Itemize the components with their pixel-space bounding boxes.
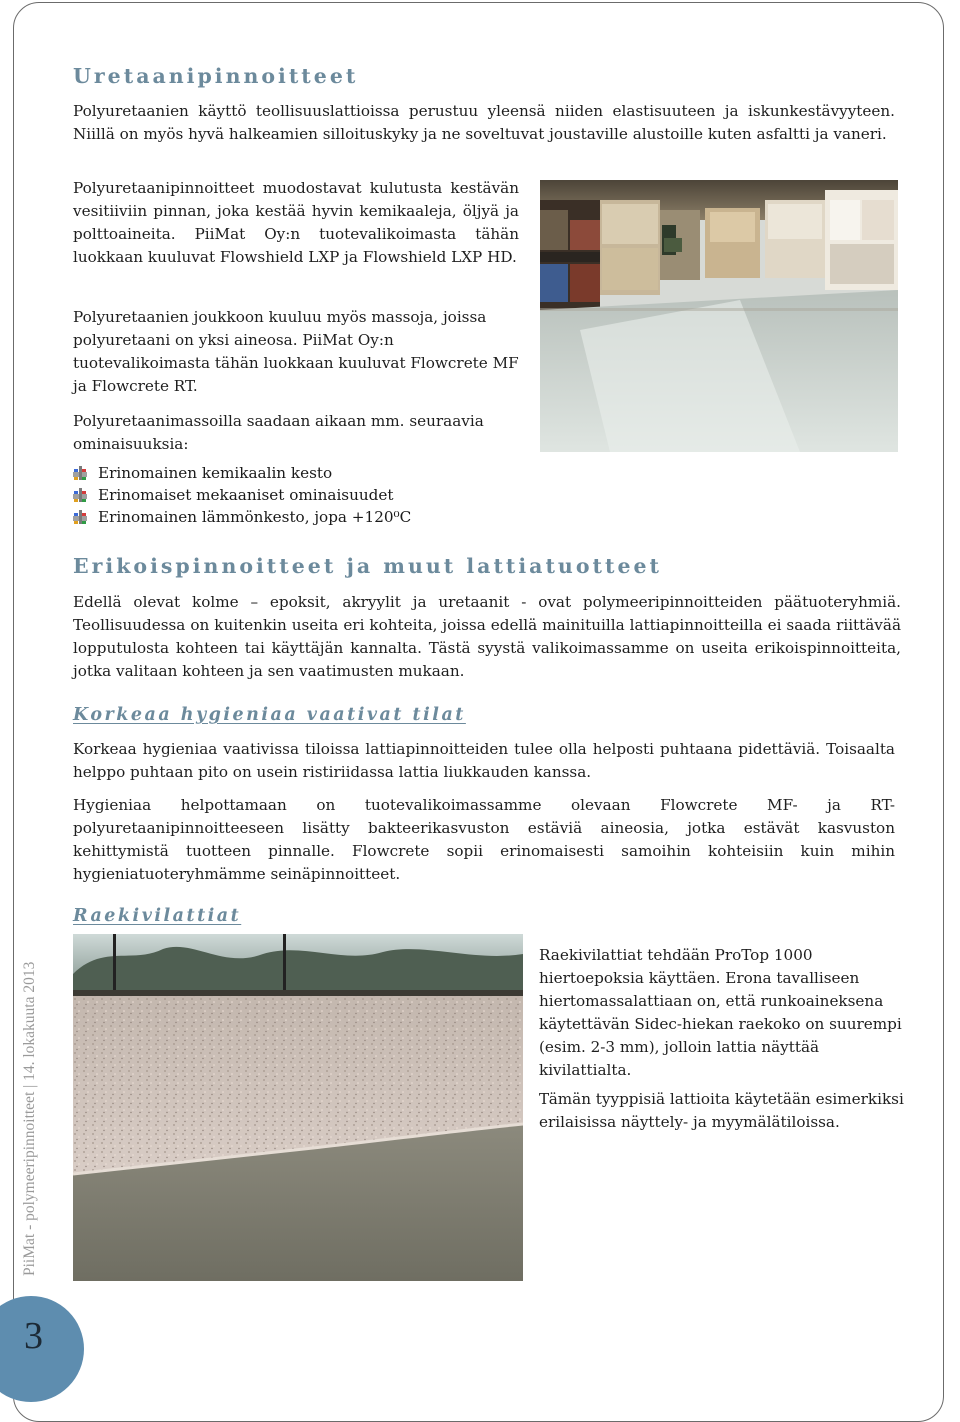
feature-item [73, 462, 411, 484]
section-heading-uretaani: Uretaanipinnoitteet [73, 64, 359, 88]
hygienia-paragraph-1: Korkeaa hygieniaa vaativissa tiloissa lattiapinnoitteiden tulee olla helposti puhtaana pidettäviä. Toisaalta helppo puhtaan pito on usein ristiriidassa lattia liukkauden kanssa. [73, 740, 895, 781]
erikois-paragraph: Edellä olevat kolme – epoksit, akryylit ja uretaanit - ovat polymeeripinnoitteiden päätuoteryhmiä. Teollisuudessa on kuitenkin useita eri kohteita, joissa edellä mainituilla lattiapinnoitteilla ei saada riittävää lopputulosta kohteen tai käyttäjän kannalta. Tästä syystä valikoimassamme on useita erikoispinnoitteita, jotka valitaan kohteen ja sen vaatimusten mukaan. [73, 593, 901, 680]
uretaani-intro: Polyuretaanien käyttö teollisuuslattioissa perustuu yleensä niiden elastisuuteen ja iskunkestävyyteen. Niillä on myös hyvä halkeamien silloituskyky ja ne soveltuvat joustaville alustoille kuten asfaltti ja vaneri. [73, 102, 895, 143]
uretaani-paragraph-2: Polyuretaanien joukkoon kuuluu myös massoja, joissa polyuretaani on yksi aineosa. PiiMat Oy:n tuotevalikoimasta tähän luokkaan kuuluvat Flowcrete MF ja Flowcrete RT. [73, 308, 519, 395]
raekivi-paragraph-1: Raekivilattiat tehdään ProTop 1000 hiertoepoksia käyttäen. Erona tavalliseen hiertomassalattiaan on, että runkoaineksena käytettävän Sidec-hiekan raekoko on suurempi (esim. 2-3 mm), jolloin lattia näyttää kivilattialta. [539, 946, 902, 1079]
page-number-badge: 3 [0, 1296, 84, 1402]
bullet-marker-icon [73, 466, 87, 480]
subheading-raekivi: Raekivilattiat [73, 906, 242, 926]
subheading-hygienia: Korkeaa hygieniaa vaativat tilat [73, 705, 466, 725]
section-heading-erikois: Erikoispinnoitteet ja muut lattiatuotteet [73, 554, 663, 578]
uretaani-paragraph-3: Polyuretaanimassoilla saadaan aikaan mm. seuraavia ominaisuuksia: [73, 412, 484, 453]
feature-list [73, 462, 411, 528]
feature-item [73, 484, 411, 506]
feature-text: Erinomainen kemikaalin kesto [98, 464, 333, 482]
warehouse-floor-photo [540, 180, 898, 452]
footer-sidebar-text: PiiMat - polymeeripinnoitteet | 14. lokakuuta 2013 [21, 961, 38, 1276]
terrazzo-floor-photo [73, 934, 523, 1281]
feature-item [73, 506, 411, 528]
hygienia-paragraph-2: Hygieniaa helpottamaan on tuotevalikoimassamme olevaan Flowcrete MF- ja RT-polyuretaanipinnoitteeseen lisätty bakteerikasvuston estäviä aineosia, jotka estävät kasvuston kehittymistä tuotteen pinnalle. Flowcrete sopii erinomaisesti samoihin kohteisiin kuin mihin hygieniatuoteryhmämme seinäpinnoitteet. [73, 796, 895, 883]
feature-text: Erinomainen lämmönkesto, jopa +120⁰C [98, 508, 412, 526]
raekivi-paragraph-2: Tämän tyyppisiä lattioita käytetään esimerkiksi erilaisissa näyttely- ja myymälätiloissa. [539, 1090, 904, 1131]
uretaani-paragraph-1: Polyuretaanipinnoitteet muodostavat kulutusta kestävän vesitiiviin pinnan, joka kestää hyvin kemikaaleja, öljyä ja polttoaineita. PiiMat Oy:n tuotevalikoimasta tähän luokkaan kuuluvat Flowshield LXP ja Flowshield LXP HD. [73, 179, 519, 266]
bullet-marker-icon [73, 510, 87, 524]
feature-text: Erinomaiset mekaaniset ominaisuudet [98, 486, 394, 504]
bullet-marker-icon [73, 488, 87, 502]
